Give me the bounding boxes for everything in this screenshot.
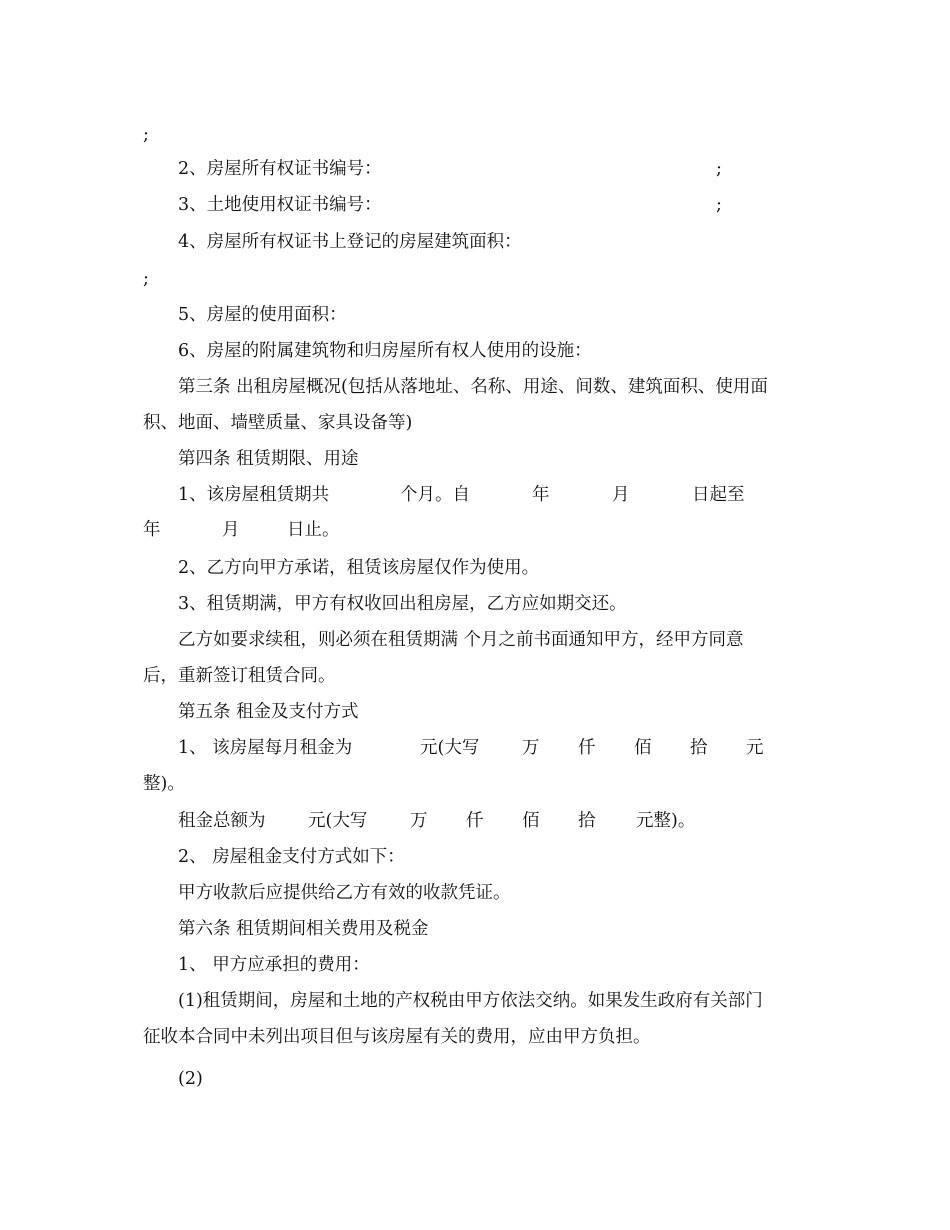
line-text: 5、房屋的使用面积： xyxy=(178,305,347,325)
line-registered-area xyxy=(0,229,950,255)
line-payment-method xyxy=(0,844,950,870)
line-text: ; xyxy=(143,269,149,289)
line-text: 个月。自 xyxy=(400,485,470,505)
line-text: 日起至 xyxy=(692,485,745,505)
line-text: 月 xyxy=(612,485,630,505)
line-text: 3、土地使用权证书编号： xyxy=(178,195,382,215)
line-text: 佰 xyxy=(522,811,540,831)
line-semicolon-2 xyxy=(0,266,950,292)
line-text: 第五条 租金及支付方式 xyxy=(178,702,359,722)
line-text: (1)租赁期间，房屋和土地的产权税由甲方依法交纳。如果发生政府有关部门 xyxy=(178,991,763,1011)
line-monthly-rent xyxy=(0,735,950,761)
line-text: 万 xyxy=(522,738,540,758)
line-lease-expiry xyxy=(0,591,950,617)
line-renewal xyxy=(0,627,950,653)
line-facilities xyxy=(0,338,950,364)
line-text: 万 xyxy=(410,811,428,831)
line-text: 年 xyxy=(532,485,550,505)
line-land-cert-no xyxy=(0,192,950,218)
line-clause-2 xyxy=(0,1066,950,1092)
line-text: 2、 房屋租金支付方式如下： xyxy=(178,847,405,867)
line-text: 征收本合同中未列出项目但与该房屋有关的费用，应由甲方负担。 xyxy=(143,1027,651,1047)
line-text: 第六条 租赁期间相关费用及税金 xyxy=(178,919,429,939)
line-text: 1、 该房屋每月租金为 xyxy=(178,738,353,758)
line-monthly-rent-continued xyxy=(0,771,950,797)
line-text: 元(大写 xyxy=(420,738,480,758)
line-text: 第四条 租赁期限、用途 xyxy=(178,449,359,469)
line-receipt xyxy=(0,880,950,906)
line-text: 元 xyxy=(746,738,764,758)
line-text: 积、地面、墙壁质量、家具设备等) xyxy=(143,413,413,433)
line-text: 整)。 xyxy=(143,774,185,794)
line-ownership-cert-no xyxy=(0,156,950,182)
line-clause-1-continued xyxy=(0,1024,950,1050)
line-text: 拾 xyxy=(578,811,596,831)
line-text: 6、房屋的附属建筑物和归房屋所有权人使用的设施： xyxy=(178,341,592,361)
line-text: 日止。 xyxy=(287,520,340,540)
line-text: 2、乙方向甲方承诺，租赁该房屋仅作为使用。 xyxy=(178,558,540,578)
line-text: 后，重新签订租赁合同。 xyxy=(143,666,336,686)
article-6-heading xyxy=(0,916,950,942)
line-text: 月 xyxy=(222,520,240,540)
article-3-continued xyxy=(0,410,950,436)
line-text: 2、房屋所有权证书编号： xyxy=(178,159,382,179)
line-text: 甲方收款后应提供给乙方有效的收款凭证。 xyxy=(178,883,511,903)
line-semicolon-1 xyxy=(0,122,950,148)
line-text: 拾 xyxy=(690,738,708,758)
line-text: 佰 xyxy=(634,738,652,758)
article-5-heading xyxy=(0,699,950,725)
article-3-heading xyxy=(0,374,950,400)
line-text: 元(大写 xyxy=(308,811,368,831)
line-lease-end xyxy=(0,517,950,543)
line-total-rent xyxy=(0,808,950,834)
line-usage-promise xyxy=(0,555,950,581)
line-text: 仟 xyxy=(578,738,596,758)
line-text: 年 xyxy=(143,520,161,540)
line-text: 1、 甲方应承担的费用： xyxy=(178,955,370,975)
line-text: 乙方如要求续租，则必须在租赁期满 个月之前书面通知甲方，经甲方同意 xyxy=(178,630,744,650)
line-text: ; xyxy=(143,125,149,145)
line-text: 仟 xyxy=(466,811,484,831)
line-text: 3、租赁期满，甲方有权收回出租房屋，乙方应如期交还。 xyxy=(178,594,627,614)
line-clause-1 xyxy=(0,988,950,1014)
line-end-semicolon: ; xyxy=(716,195,722,215)
line-text: 第三条 出租房屋概况(包括从落地址、名称、用途、间数、建筑面积、使用面 xyxy=(178,377,768,397)
line-text: 4、房屋所有权证书上登记的房屋建筑面积： xyxy=(178,232,522,252)
article-4-heading xyxy=(0,446,950,472)
line-usable-area xyxy=(0,302,950,328)
line-text: 元整)。 xyxy=(636,811,696,831)
line-text: 租金总额为 xyxy=(178,811,266,831)
line-lease-term xyxy=(0,482,950,508)
line-party-a-costs xyxy=(0,952,950,978)
line-text: (2) xyxy=(178,1069,203,1089)
line-end-semicolon: ; xyxy=(716,159,722,179)
line-text: 1、该房屋租赁期共 xyxy=(178,485,330,505)
line-renewal-continued xyxy=(0,663,950,689)
